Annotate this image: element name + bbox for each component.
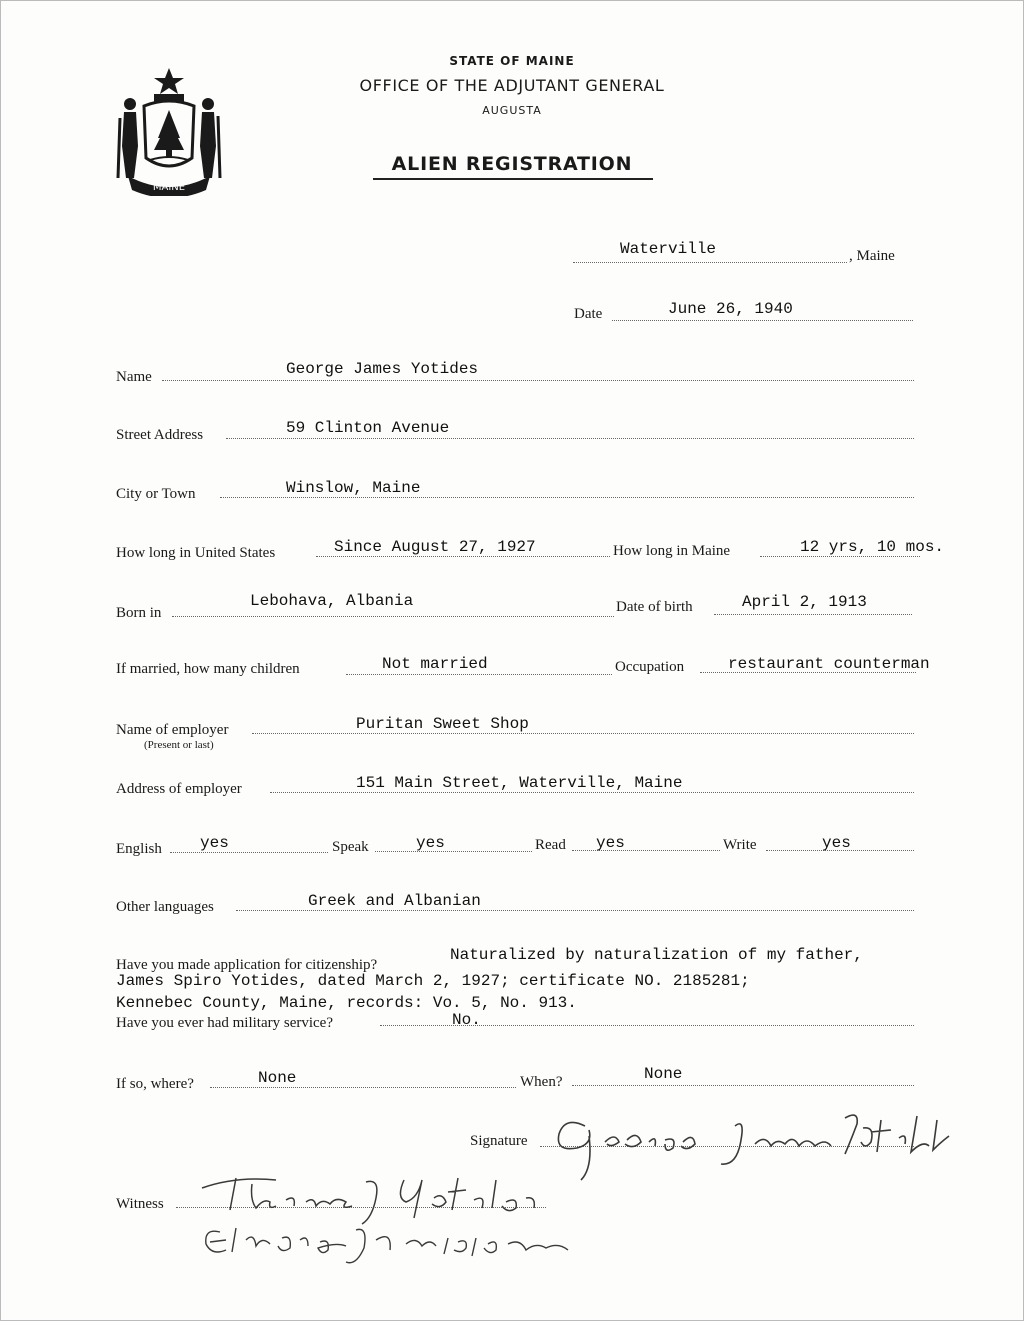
children-line <box>346 674 612 675</box>
header-state: STATE OF MAINE <box>449 54 575 68</box>
speak-line <box>375 851 532 852</box>
other-languages-value: Greek and Albanian <box>308 892 481 910</box>
where-value: None <box>258 1069 297 1087</box>
signature-label: Signature <box>470 1133 528 1149</box>
employer-address-label: Address of employer <box>116 781 242 797</box>
read-line <box>572 850 720 851</box>
name-line <box>162 380 914 381</box>
where-line <box>210 1087 516 1088</box>
other-languages-label: Other languages <box>116 899 214 915</box>
when-line <box>572 1085 914 1086</box>
applicant-signature <box>545 1096 965 1186</box>
dob-value: April 2, 1913 <box>742 593 867 611</box>
maine-label: , Maine <box>849 248 895 264</box>
date-line <box>612 320 913 321</box>
english-line <box>170 852 328 853</box>
how-long-maine-label: How long in Maine <box>613 543 731 559</box>
employer-label: Name of employer <box>116 722 229 738</box>
street-value: 59 Clinton Avenue <box>286 419 450 437</box>
form-title: ALIEN REGISTRATION <box>391 153 633 175</box>
date-label: Date <box>574 306 603 322</box>
other-languages-line <box>236 910 914 911</box>
employer-note: (Present or last) <box>144 739 214 751</box>
street-line <box>226 438 914 439</box>
how-long-maine-line <box>760 556 920 557</box>
street-label: Street Address <box>116 427 204 443</box>
children-value: Not married <box>382 655 488 673</box>
military-label: Have you ever had military service? <box>116 1015 333 1031</box>
name-value: George James Yotides <box>286 360 479 378</box>
seal-banner-text: MAINE <box>152 182 186 193</box>
date-value: June 26, 1940 <box>668 300 793 318</box>
dob-line <box>714 614 912 615</box>
speak-value: yes <box>416 834 445 852</box>
employer-address-value: 151 Main Street, Waterville, Maine <box>356 774 683 792</box>
citizenship-value-line-2: James Spiro Yotides, dated March 2, 1927; certificate NO. 2185281; <box>116 972 750 990</box>
how-long-maine-value: 12 yrs, 10 mos. <box>800 538 945 556</box>
city-line <box>220 497 914 498</box>
born-in-value: Lebohava, Albania <box>250 592 414 610</box>
header-city: AUGUSTA <box>482 104 542 117</box>
born-in-line <box>172 616 614 617</box>
how-long-us-value: Since August 27, 1927 <box>334 538 536 556</box>
read-label: Read <box>535 837 566 853</box>
occupation-value: restaurant counterman <box>728 655 930 673</box>
witness-label: Witness <box>116 1196 164 1212</box>
town-value: Waterville <box>620 240 717 258</box>
citizenship-value-line-3: Kennebec County, Maine, records: Vo. 5, No. 913. <box>116 994 577 1012</box>
witness-signatures <box>196 1158 596 1268</box>
write-label: Write <box>723 837 757 853</box>
dob-label: Date of birth <box>616 599 693 615</box>
write-value: yes <box>822 834 851 852</box>
employer-value: Puritan Sweet Shop <box>356 715 529 733</box>
english-value: yes <box>200 834 229 852</box>
name-label: Name <box>116 369 152 385</box>
english-label: English <box>116 841 162 857</box>
city-label: City or Town <box>116 486 196 502</box>
when-value: None <box>644 1065 683 1083</box>
citizenship-label: Have you made application for citizenship? <box>116 957 378 973</box>
employer-address-line <box>270 792 914 793</box>
town-line <box>573 262 847 263</box>
where-label: If so, where? <box>116 1076 194 1092</box>
born-in-label: Born in <box>116 605 162 621</box>
occupation-label: Occupation <box>615 659 685 675</box>
read-value: yes <box>596 834 625 852</box>
city-value: Winslow, Maine <box>286 479 421 497</box>
children-label: If married, how many children <box>116 661 300 677</box>
title-underline <box>373 178 653 180</box>
citizenship-value-line-1: Naturalized by naturalization of my father, <box>450 946 863 964</box>
employer-line <box>252 733 914 734</box>
header-office: OFFICE OF THE ADJUTANT GENERAL <box>359 76 665 95</box>
how-long-us-label: How long in United States <box>116 545 276 561</box>
military-value: No. <box>452 1011 481 1029</box>
speak-label: Speak <box>332 839 369 855</box>
how-long-us-line <box>316 556 610 557</box>
when-label: When? <box>520 1074 563 1090</box>
